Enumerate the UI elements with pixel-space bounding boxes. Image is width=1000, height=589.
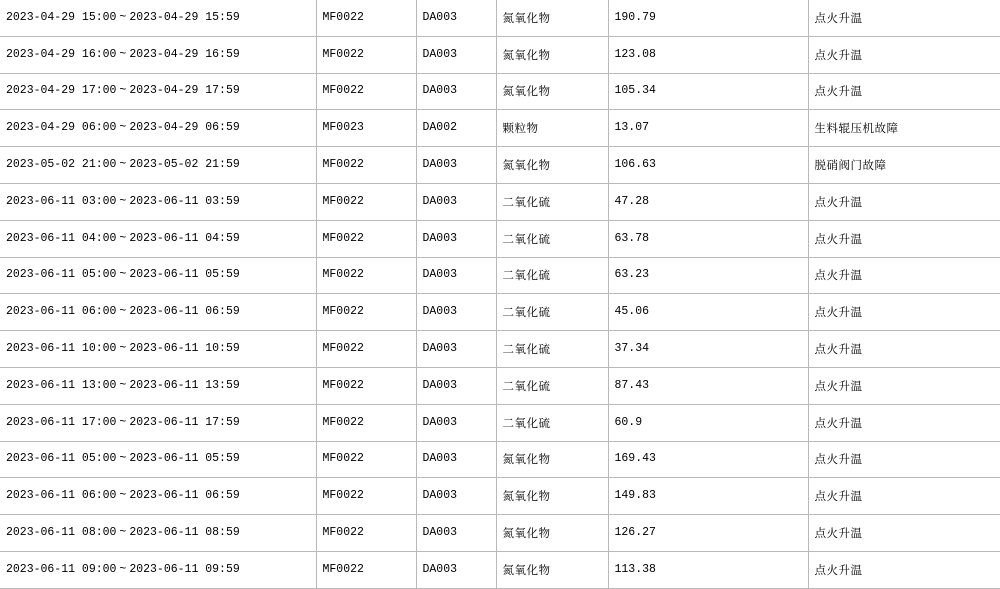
- cell-reason: 点火升温: [808, 441, 1000, 478]
- cell-pollutant: 二氧化硫: [496, 331, 608, 368]
- cell-facility-code: MF0022: [316, 515, 416, 552]
- cell-period: [0, 367, 316, 404]
- cell-period: [0, 331, 316, 368]
- cell-period: [0, 478, 316, 515]
- cell-pollutant: 二氧化硫: [496, 367, 608, 404]
- period-end: 2023-06-11 09:59: [129, 562, 240, 576]
- period-start: 2023-06-11 10:00: [6, 342, 117, 356]
- cell-facility-code: MF0022: [316, 478, 416, 515]
- period-start: 2023-04-29 17:00: [6, 84, 117, 98]
- cell-value: 37.34: [608, 331, 808, 368]
- period-separator: ~: [119, 47, 127, 61]
- period-start: 2023-06-11 13:00: [6, 378, 117, 392]
- cell-period: [0, 294, 316, 331]
- period-separator: ~: [119, 489, 127, 503]
- cell-pollutant: 氮氧化物: [496, 73, 608, 110]
- period-start: 2023-04-29 15:00: [6, 10, 117, 24]
- table-row: [0, 220, 1000, 257]
- cell-device-code: DA003: [416, 36, 496, 73]
- period-separator: ~: [119, 415, 127, 429]
- cell-value: 47.28: [608, 183, 808, 220]
- period-separator: ~: [119, 452, 127, 466]
- period-end: 2023-04-29 06:59: [129, 121, 240, 135]
- cell-reason: 点火升温: [808, 294, 1000, 331]
- cell-device-code: DA003: [416, 404, 496, 441]
- cell-facility-code: MF0022: [316, 404, 416, 441]
- cell-device-code: DA003: [416, 551, 496, 588]
- period-start: 2023-04-29 16:00: [6, 47, 117, 61]
- cell-period: [0, 36, 316, 73]
- period-end: 2023-06-11 05:59: [129, 268, 240, 282]
- table-row: [0, 110, 1000, 147]
- cell-facility-code: MF0022: [316, 441, 416, 478]
- cell-value: 60.9: [608, 404, 808, 441]
- period-start: 2023-06-11 06:00: [6, 305, 117, 319]
- period-end: 2023-06-11 06:59: [129, 305, 240, 319]
- cell-facility-code: MF0022: [316, 36, 416, 73]
- table-row: [0, 147, 1000, 184]
- cell-reason: 点火升温: [808, 0, 1000, 36]
- cell-facility-code: MF0022: [316, 331, 416, 368]
- table-row: [0, 478, 1000, 515]
- cell-period: [0, 183, 316, 220]
- cell-pollutant: 颗粒物: [496, 110, 608, 147]
- cell-reason: 点火升温: [808, 183, 1000, 220]
- cell-pollutant: 二氧化硫: [496, 183, 608, 220]
- period-start: 2023-06-11 05:00: [6, 452, 117, 466]
- table-row: [0, 404, 1000, 441]
- cell-value: 106.63: [608, 147, 808, 184]
- cell-value: 190.79: [608, 0, 808, 36]
- period-separator: ~: [119, 121, 127, 135]
- period-end: 2023-06-11 05:59: [129, 452, 240, 466]
- period-separator: ~: [119, 10, 127, 24]
- cell-value: 149.83: [608, 478, 808, 515]
- cell-value: 105.34: [608, 73, 808, 110]
- cell-device-code: DA003: [416, 220, 496, 257]
- cell-pollutant: 氮氧化物: [496, 478, 608, 515]
- period-end: 2023-06-11 04:59: [129, 231, 240, 245]
- cell-pollutant: 二氧化硫: [496, 220, 608, 257]
- period-start: 2023-06-11 04:00: [6, 231, 117, 245]
- cell-reason: 点火升温: [808, 367, 1000, 404]
- table-row: [0, 551, 1000, 588]
- cell-pollutant: 氮氧化物: [496, 147, 608, 184]
- cell-reason: 点火升温: [808, 515, 1000, 552]
- cell-reason: 点火升温: [808, 404, 1000, 441]
- cell-pollutant: 氮氧化物: [496, 551, 608, 588]
- cell-device-code: DA003: [416, 367, 496, 404]
- cell-period: [0, 147, 316, 184]
- cell-pollutant: 氮氧化物: [496, 515, 608, 552]
- cell-period: [0, 110, 316, 147]
- period-start: 2023-06-11 08:00: [6, 526, 117, 540]
- cell-device-code: DA003: [416, 257, 496, 294]
- period-end: 2023-04-29 17:59: [129, 84, 240, 98]
- cell-device-code: DA003: [416, 73, 496, 110]
- table-row: [0, 257, 1000, 294]
- cell-device-code: DA002: [416, 110, 496, 147]
- table-row: [0, 73, 1000, 110]
- cell-value: 169.43: [608, 441, 808, 478]
- period-separator: ~: [119, 526, 127, 540]
- period-start: 2023-06-11 03:00: [6, 194, 117, 208]
- period-start: 2023-06-11 06:00: [6, 489, 117, 503]
- period-start: 2023-04-29 06:00: [6, 121, 117, 135]
- cell-value: 63.78: [608, 220, 808, 257]
- cell-device-code: DA003: [416, 515, 496, 552]
- period-end: 2023-06-11 17:59: [129, 415, 240, 429]
- period-end: 2023-05-02 21:59: [129, 158, 240, 172]
- period-start: 2023-06-11 09:00: [6, 562, 117, 576]
- cell-facility-code: MF0022: [316, 367, 416, 404]
- cell-reason: 点火升温: [808, 551, 1000, 588]
- cell-value: 13.07: [608, 110, 808, 147]
- table-row: [0, 367, 1000, 404]
- period-end: 2023-06-11 10:59: [129, 342, 240, 356]
- cell-reason: 点火升温: [808, 73, 1000, 110]
- period-end: 2023-06-11 13:59: [129, 378, 240, 392]
- cell-facility-code: MF0022: [316, 147, 416, 184]
- cell-facility-code: MF0022: [316, 73, 416, 110]
- period-separator: ~: [119, 268, 127, 282]
- cell-device-code: DA003: [416, 331, 496, 368]
- period-end: 2023-04-29 15:59: [129, 10, 240, 24]
- cell-pollutant: 氮氧化物: [496, 441, 608, 478]
- period-start: 2023-06-11 17:00: [6, 415, 117, 429]
- cell-period: [0, 441, 316, 478]
- cell-device-code: DA003: [416, 478, 496, 515]
- period-start: 2023-06-11 05:00: [6, 268, 117, 282]
- cell-reason: 点火升温: [808, 220, 1000, 257]
- table-row: [0, 36, 1000, 73]
- cell-period: [0, 220, 316, 257]
- cell-device-code: DA003: [416, 0, 496, 36]
- period-start: 2023-05-02 21:00: [6, 158, 117, 172]
- cell-pollutant: 氮氧化物: [496, 36, 608, 73]
- cell-facility-code: MF0022: [316, 220, 416, 257]
- period-separator: ~: [119, 84, 127, 98]
- table-row: [0, 0, 1000, 36]
- cell-reason: 点火升温: [808, 257, 1000, 294]
- cell-value: 113.38: [608, 551, 808, 588]
- cell-pollutant: 氮氧化物: [496, 0, 608, 36]
- cell-pollutant: 二氧化硫: [496, 294, 608, 331]
- cell-facility-code: MF0022: [316, 0, 416, 36]
- cell-reason: 点火升温: [808, 331, 1000, 368]
- period-separator: ~: [119, 378, 127, 392]
- cell-reason: 生料辊压机故障: [808, 110, 1000, 147]
- cell-device-code: DA003: [416, 147, 496, 184]
- table-row: [0, 294, 1000, 331]
- table-row: [0, 183, 1000, 220]
- cell-period: [0, 257, 316, 294]
- cell-value: 45.06: [608, 294, 808, 331]
- period-end: 2023-06-11 03:59: [129, 194, 240, 208]
- cell-facility-code: MF0022: [316, 183, 416, 220]
- period-end: 2023-06-11 08:59: [129, 526, 240, 540]
- cell-value: 87.43: [608, 367, 808, 404]
- cell-value: 63.23: [608, 257, 808, 294]
- period-separator: ~: [119, 305, 127, 319]
- period-end: 2023-06-11 06:59: [129, 489, 240, 503]
- table-row: [0, 441, 1000, 478]
- cell-device-code: DA003: [416, 294, 496, 331]
- cell-device-code: DA003: [416, 183, 496, 220]
- period-separator: ~: [119, 342, 127, 356]
- period-separator: ~: [119, 231, 127, 245]
- table-row: [0, 515, 1000, 552]
- cell-facility-code: MF0022: [316, 551, 416, 588]
- cell-period: [0, 551, 316, 588]
- cell-facility-code: MF0022: [316, 257, 416, 294]
- cell-device-code: DA003: [416, 441, 496, 478]
- cell-pollutant: 二氧化硫: [496, 404, 608, 441]
- cell-value: 123.08: [608, 36, 808, 73]
- cell-period: [0, 73, 316, 110]
- cell-reason: 脱硝阀门故障: [808, 147, 1000, 184]
- period-end: 2023-04-29 16:59: [129, 47, 240, 61]
- period-separator: ~: [119, 562, 127, 576]
- cell-value: 126.27: [608, 515, 808, 552]
- period-separator: ~: [119, 194, 127, 208]
- cell-period: [0, 515, 316, 552]
- cell-period: [0, 0, 316, 36]
- cell-period: [0, 404, 316, 441]
- cell-reason: 点火升温: [808, 36, 1000, 73]
- cell-facility-code: MF0023: [316, 110, 416, 147]
- table-row: [0, 331, 1000, 368]
- cell-facility-code: MF0022: [316, 294, 416, 331]
- cell-reason: 点火升温: [808, 478, 1000, 515]
- cell-pollutant: 二氧化硫: [496, 257, 608, 294]
- period-separator: ~: [119, 158, 127, 172]
